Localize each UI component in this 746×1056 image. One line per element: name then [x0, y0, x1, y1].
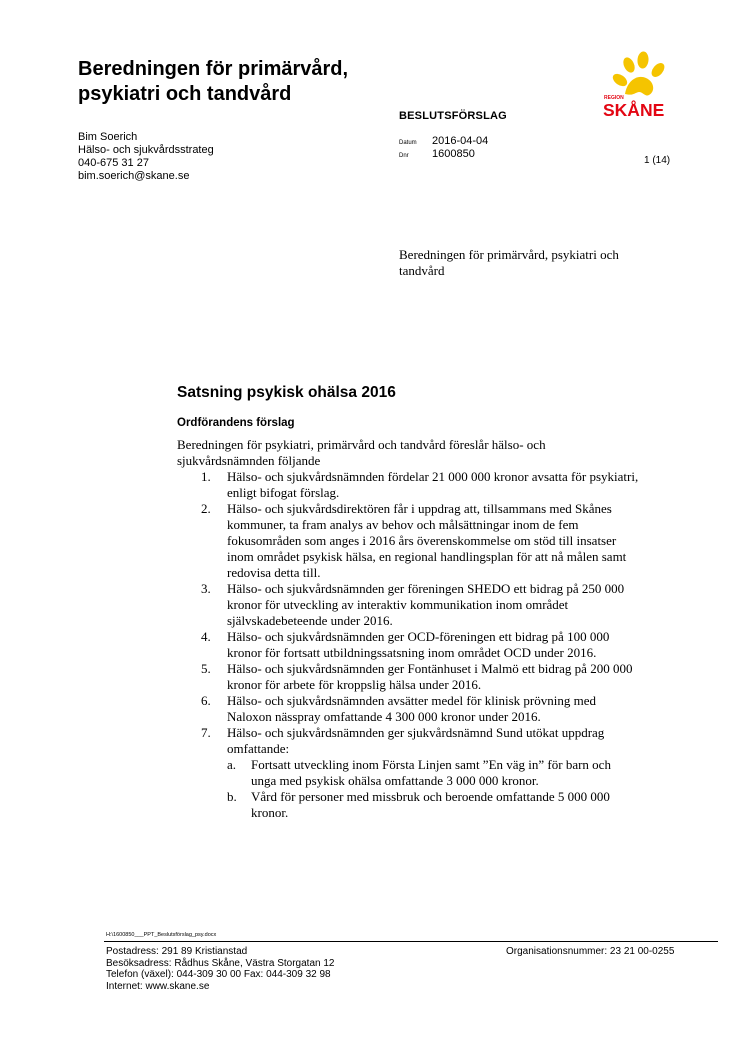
dnr-label: Dnr — [399, 153, 409, 159]
recipient-line-2: tandvård — [399, 263, 445, 278]
list-item — [177, 725, 657, 821]
dnr-value: 1600850 — [432, 148, 475, 160]
intro-paragraph: Beredningen för psykiatri, primärvård och tandvård föreslår hälso- och sjukvårdsnämnden följande — [177, 437, 546, 468]
list-item — [177, 629, 657, 661]
list-item-text: Hälso- och sjukvårdsnämnden ger OCD-föreningen ett bidrag på 100 000 kronor för fortsatt utbildningssatsning inom området OCD under 2016. — [227, 629, 610, 660]
list-item-number: 5. — [201, 661, 211, 676]
document-type: BESLUTSFÖRSLAG — [399, 110, 507, 122]
date-value: 2016-04-04 — [432, 135, 489, 147]
list-item — [177, 469, 657, 501]
dnr-row — [399, 148, 475, 160]
date-row — [399, 135, 488, 147]
list-item-number: 4. — [201, 629, 211, 644]
sender-name: Bim Soerich — [78, 131, 138, 143]
footer-internet: Internet: www.skane.se — [106, 980, 210, 992]
logo-region-text: REGION — [604, 95, 624, 101]
footer-divider — [104, 941, 718, 942]
region-skane-logo-icon — [603, 48, 675, 120]
document-title — [78, 57, 348, 107]
region-skane-logo — [603, 48, 675, 120]
sender-phone: 040-675 31 27 — [78, 157, 149, 169]
section-subheading: Ordförandens förslag — [177, 417, 295, 429]
sub-list-item — [227, 757, 657, 789]
list-item-text: Hälso- och sjukvårdsnämnden avsätter medel för klinisk prövning med Naloxon nässpray omfattande 4 300 000 kronor under 2016. — [227, 693, 596, 724]
list-item-text: Hälso- och sjukvårdsnämnden ger föreningen SHEDO ett bidrag på 250 000 kronor för utveckling av interaktiv kommunikation inom området självskadebeteende under 2016. — [227, 581, 625, 628]
section-title: Satsning psykisk ohälsa 2016 — [177, 384, 396, 401]
list-item-number: 1. — [201, 469, 211, 484]
file-reference: H:\1600850___PPT_Beslutsförslag_psy.docx — [106, 932, 217, 938]
list-item — [177, 501, 657, 581]
list-item-text: Hälso- och sjukvårdsnämnden ger sjukvårdsnämnd Sund utökat uppdrag omfattande: — [227, 725, 605, 756]
page-number: 1 (14) — [644, 155, 671, 166]
sub-list-item-text: Fortsatt utveckling inom Första Linjen samt ”En väg in” för barn och unga med psykisk ohälsa omfattande 3 000 000 kronor. — [251, 757, 611, 788]
footer-postal-address: Postadress: 291 89 Kristianstad — [106, 946, 248, 957]
list-item — [177, 661, 657, 693]
list-item-text: Hälso- och sjukvårdsnämnden ger Fontänhuset i Malmö ett bidrag på 200 000 kronor för arbete för kroppslig hälsa under 2016. — [227, 661, 633, 692]
footer-org-number: Organisationsnummer: 23 21 00-0255 — [506, 946, 675, 957]
sender-title: Hälso- och sjukvårdsstrateg — [78, 144, 214, 156]
recipient-line-1: Beredningen för primärvård, psykiatri och — [399, 247, 619, 262]
logo-skane-text: SKÅNE — [603, 100, 665, 120]
sub-list — [227, 757, 657, 821]
sub-list-item — [227, 789, 657, 821]
recipient-block — [399, 247, 679, 279]
list-item-number: 7. — [201, 725, 211, 740]
list-item — [177, 693, 657, 725]
sub-list-item-letter: a. — [227, 757, 237, 772]
list-item-number: 2. — [201, 501, 211, 516]
list-item-number: 3. — [201, 581, 211, 596]
list-item-number: 6. — [201, 693, 211, 708]
sender-block — [78, 131, 214, 183]
footer-address-block — [106, 946, 334, 992]
sender-email: bim.soerich@skane.se — [78, 170, 190, 182]
proposal-list — [177, 469, 657, 821]
footer-visiting-address: Besöksadress: Rådhus Skåne, Västra Storgatan 12 — [106, 957, 335, 969]
document-title-line-1: Beredningen för primärvård, — [78, 58, 349, 80]
sub-list-item-text: Vård för personer med missbruk och beroende omfattande 5 000 000 kronor. — [251, 789, 610, 820]
date-label: Datum — [399, 140, 417, 146]
list-item — [177, 581, 657, 629]
footer-phone-fax: Telefon (växel): 044-309 30 00 Fax: 044-309 32 98 — [106, 969, 331, 980]
proposal-section — [177, 384, 657, 821]
list-item-text: Hälso- och sjukvårdsnämnden fördelar 21 000 000 kronor avsatta för psykiatri, enligt bifogat förslag. — [227, 469, 639, 500]
document-title-line-2: psykiatri och tandvård — [78, 83, 292, 105]
list-item-text: Hälso- och sjukvårdsdirektören får i uppdrag att, tillsammans med Skånes kommuner, ta fram analys av behov och målsättningar inom de fem fokusområden som anges i 2016 års överenskommelse om stöd till insatser inom området psykisk hälsa, en regional handlingsplan för att nå målen samt redovisa detta till. — [227, 501, 627, 580]
sub-list-item-letter: b. — [227, 789, 237, 804]
